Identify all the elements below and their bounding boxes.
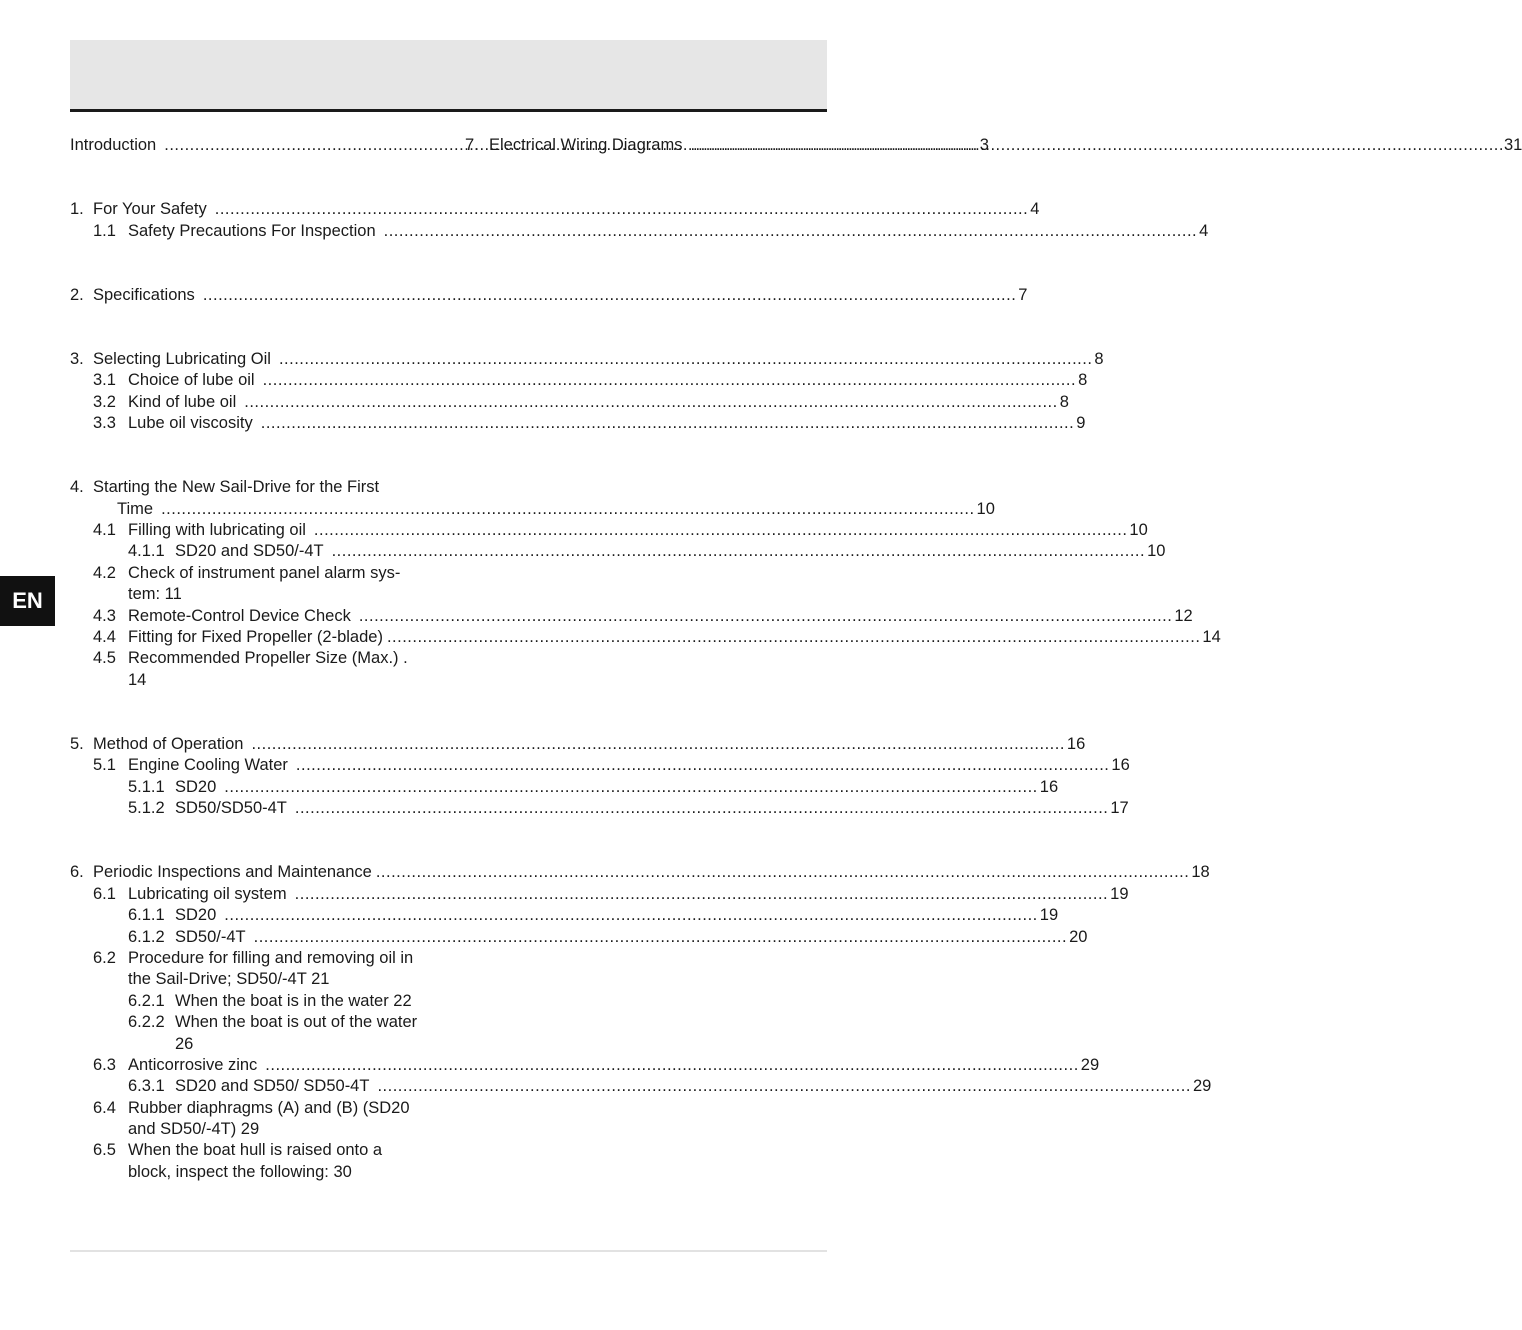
- toc-leader: [295, 884, 1108, 905]
- toc-entry-3-2[interactable]: [70, 392, 1069, 413]
- toc-title: When the boat is in the water 22: [175, 991, 412, 1010]
- toc-entry-6-4[interactable]: [70, 1098, 431, 1119]
- toc-title: Filling with lubricating oil: [128, 521, 306, 540]
- toc-number: 3.: [70, 349, 84, 368]
- toc-entry-1-1[interactable]: [70, 221, 1209, 242]
- toc-page: 8: [1059, 392, 1069, 411]
- toc-title: Electrical Wiring Diagrams: [489, 136, 683, 154]
- toc-page: 14: [128, 670, 147, 689]
- toc-number: 6.2.2: [128, 1013, 165, 1032]
- toc-leader: [384, 221, 1197, 242]
- toc-page: 10: [1129, 521, 1148, 540]
- toc-leader: [254, 927, 1067, 948]
- toc-entry-4-4[interactable]: [70, 627, 1221, 648]
- toc-page: 31: [1503, 136, 1522, 154]
- toc-title: and SD50/-4T) 29: [128, 1120, 260, 1139]
- toc-page: 16: [1111, 756, 1130, 775]
- toc-page: 26: [175, 1034, 194, 1053]
- toc-title: Introduction: [70, 136, 157, 154]
- toc-title: Time: [117, 499, 154, 518]
- toc-number: 4.3: [93, 606, 116, 625]
- toc-number: 4.: [70, 478, 84, 497]
- toc-entry-4-5[interactable]: [70, 648, 431, 669]
- toc-entry-7[interactable]: [465, 135, 1522, 156]
- header-band: [70, 40, 827, 110]
- toc-number: 5.1.2: [128, 799, 165, 818]
- toc-number: 3.3: [93, 414, 116, 433]
- toc-title: Recommended Propeller Size (Max.) .: [128, 649, 408, 668]
- toc-right-column: [465, 135, 1522, 156]
- toc-number: 5.: [70, 735, 84, 754]
- toc-number: 4.1: [93, 521, 116, 540]
- toc-title: When the boat hull is raised onto a: [128, 1141, 383, 1160]
- toc-leader: [387, 627, 1200, 648]
- toc-page: 29: [1192, 1077, 1212, 1096]
- toc-page: 19: [1039, 906, 1059, 925]
- toc-page: 18: [1191, 863, 1210, 882]
- toc-leader: [265, 1055, 1078, 1076]
- toc-title: Procedure for filling and removing oil in: [128, 948, 414, 967]
- toc-entry-4-5-cont[interactable]: [70, 670, 431, 691]
- toc-title: When the boat is out of the water: [175, 1013, 418, 1032]
- toc-leader: [263, 370, 1076, 391]
- toc-number: 6.4: [93, 1098, 116, 1117]
- toc-number: 6.: [70, 863, 84, 882]
- toc-number: 4.2: [93, 563, 116, 582]
- toc-leader: [690, 135, 1503, 156]
- toc-leader: [332, 541, 1145, 562]
- toc-leader: [224, 905, 1037, 926]
- toc-number: 5.1.1: [128, 777, 165, 796]
- toc-entry-6-3[interactable]: [70, 1055, 1100, 1076]
- toc-title: For Your Safety: [93, 200, 207, 219]
- toc-title: Engine Cooling Water: [128, 756, 288, 775]
- toc-entry-5-1-2[interactable]: [70, 798, 1129, 819]
- toc-entry-4[interactable]: [70, 477, 431, 498]
- toc-page: 8: [1078, 371, 1088, 390]
- toc-entry-6-2[interactable]: [70, 948, 431, 969]
- toc-title: SD20: [175, 906, 217, 925]
- toc-entry-6[interactable]: [70, 862, 1210, 883]
- toc-leader: [251, 734, 1064, 755]
- toc-page: 19: [1110, 884, 1129, 903]
- toc-leader: [244, 392, 1057, 413]
- toc-title: Fitting for Fixed Propeller (2-blade): [128, 628, 383, 647]
- toc-title: SD20 and SD50/-4T: [175, 542, 324, 561]
- toc-entry-6-5[interactable]: [70, 1140, 431, 1161]
- toc-entry-5-1-1[interactable]: [70, 777, 1059, 798]
- toc-entry-4-1[interactable]: [70, 520, 1148, 541]
- toc-leader: [314, 520, 1127, 541]
- toc-title: Kind of lube oil: [128, 392, 237, 411]
- toc-title: Selecting Lubricating Oil: [93, 349, 271, 368]
- toc-number: 6.1.2: [128, 927, 165, 946]
- toc-number: 7.: [465, 136, 479, 154]
- toc-number: 4.5: [93, 649, 116, 668]
- toc-page: 4: [1199, 221, 1209, 240]
- toc-entry-6-2-1[interactable]: [70, 991, 431, 1012]
- toc-leader: [224, 777, 1037, 798]
- toc-title: Lubricating oil system: [128, 884, 287, 903]
- toc-page: 3: [979, 136, 989, 154]
- toc-number: 6.5: [93, 1141, 116, 1160]
- toc-number: 4.1.1: [128, 542, 165, 561]
- toc-number: 3.1: [93, 371, 116, 390]
- toc-title: block, inspect the following: 30: [128, 1162, 352, 1181]
- toc-entry-5-1[interactable]: [70, 755, 1130, 776]
- toc-page: 16: [1066, 735, 1086, 754]
- toc-entry-4-cont[interactable]: [70, 499, 995, 520]
- toc-page: 7: [1018, 285, 1028, 304]
- footer-rule: [70, 1250, 827, 1252]
- toc-page: 12: [1174, 606, 1193, 625]
- toc-page: 17: [1110, 799, 1129, 818]
- toc-entry-6-2-cont[interactable]: [70, 969, 431, 990]
- toc-number: 6.1: [93, 884, 116, 903]
- header-rule: [70, 109, 827, 112]
- toc-page: 4: [1030, 200, 1040, 219]
- toc-title: Safety Precautions For Inspection: [128, 221, 376, 240]
- toc-leader: [203, 285, 1016, 306]
- toc-leader: [376, 862, 1189, 883]
- toc-title: Method of Operation: [93, 735, 244, 754]
- toc-leader: [161, 499, 974, 520]
- toc-entry-3-3[interactable]: [70, 413, 1086, 434]
- toc-leader: [261, 413, 1074, 434]
- toc-page: 10: [976, 499, 995, 518]
- toc-entry-6-3-1[interactable]: [70, 1076, 1212, 1097]
- toc-entry-6-1-2[interactable]: [70, 927, 1088, 948]
- toc-leader: [215, 199, 1028, 220]
- toc-title: Check of instrument panel alarm sys-: [128, 563, 401, 582]
- toc-number: 4.4: [93, 628, 116, 647]
- toc-number: 6.3: [93, 1055, 116, 1074]
- toc-page: 8: [1094, 349, 1104, 368]
- toc-entry-4-3[interactable]: [70, 606, 1193, 627]
- toc-entry-6-5-cont[interactable]: [70, 1162, 431, 1183]
- toc-title: SD50/-4T: [175, 927, 246, 946]
- toc-leader: [279, 349, 1092, 370]
- toc-number: 1.1: [93, 221, 116, 240]
- toc-page: 16: [1039, 777, 1059, 796]
- toc-number: 1.: [70, 200, 84, 219]
- toc-entry-4-2-cont[interactable]: [70, 584, 431, 605]
- toc-number: 6.1.1: [128, 906, 165, 925]
- toc-title: SD20 and SD50/ SD50-4T: [175, 1077, 370, 1096]
- toc-entry-6-1-1[interactable]: [70, 905, 1059, 926]
- language-tab: EN: [0, 576, 55, 626]
- toc-leader: [295, 798, 1108, 819]
- toc-entry-6-4-cont[interactable]: [70, 1119, 431, 1140]
- toc-title: tem: 11: [128, 585, 182, 604]
- toc-title: SD50/SD50-4T: [175, 799, 287, 818]
- toc-title: Remote-Control Device Check: [128, 606, 351, 625]
- toc-title: SD20: [175, 777, 217, 796]
- toc-leader: [359, 606, 1172, 627]
- toc-title: Rubber diaphragms (A) and (B) (SD20: [128, 1098, 410, 1117]
- toc-leader: [377, 1076, 1190, 1097]
- toc-number: 5.1: [93, 756, 116, 775]
- toc-number: 6.2.1: [128, 991, 165, 1010]
- toc-number: 2.: [70, 285, 84, 304]
- toc-page: 9: [1076, 414, 1086, 433]
- toc-title: Lube oil viscosity: [128, 414, 253, 433]
- toc-title: Choice of lube oil: [128, 371, 255, 390]
- toc-entry-4-1-1[interactable]: [70, 541, 1166, 562]
- toc-leader: [296, 755, 1109, 776]
- toc-entry-6-2-2-cont[interactable]: [70, 1034, 431, 1055]
- toc-entry-1[interactable]: [70, 199, 1040, 220]
- toc-entry-3[interactable]: [70, 349, 1104, 370]
- toc-entry-6-1[interactable]: [70, 884, 1129, 905]
- toc-number: 6.2: [93, 948, 116, 967]
- toc-entry-5[interactable]: [70, 734, 1086, 755]
- toc-title: the Sail-Drive; SD50/-4T 21: [128, 970, 330, 989]
- toc-entry-2[interactable]: [70, 285, 1028, 306]
- toc-entry-4-2[interactable]: [70, 563, 431, 584]
- toc-number: 3.2: [93, 392, 116, 411]
- toc-page: 29: [1080, 1055, 1100, 1074]
- toc-title: Anticorrosive zinc: [128, 1055, 258, 1074]
- toc-number: 6.3.1: [128, 1077, 165, 1096]
- toc-page: 14: [1202, 628, 1221, 647]
- toc-page: 10: [1147, 542, 1166, 561]
- toc-title: Periodic Inspections and Maintenance: [93, 863, 372, 882]
- toc-entry-3-1[interactable]: [70, 370, 1088, 391]
- toc-title: Starting the New Sail-Drive for the First: [93, 478, 380, 497]
- toc-title: Specifications: [93, 285, 195, 304]
- toc-page: 20: [1069, 927, 1088, 946]
- toc-entry-6-2-2[interactable]: [70, 1012, 431, 1033]
